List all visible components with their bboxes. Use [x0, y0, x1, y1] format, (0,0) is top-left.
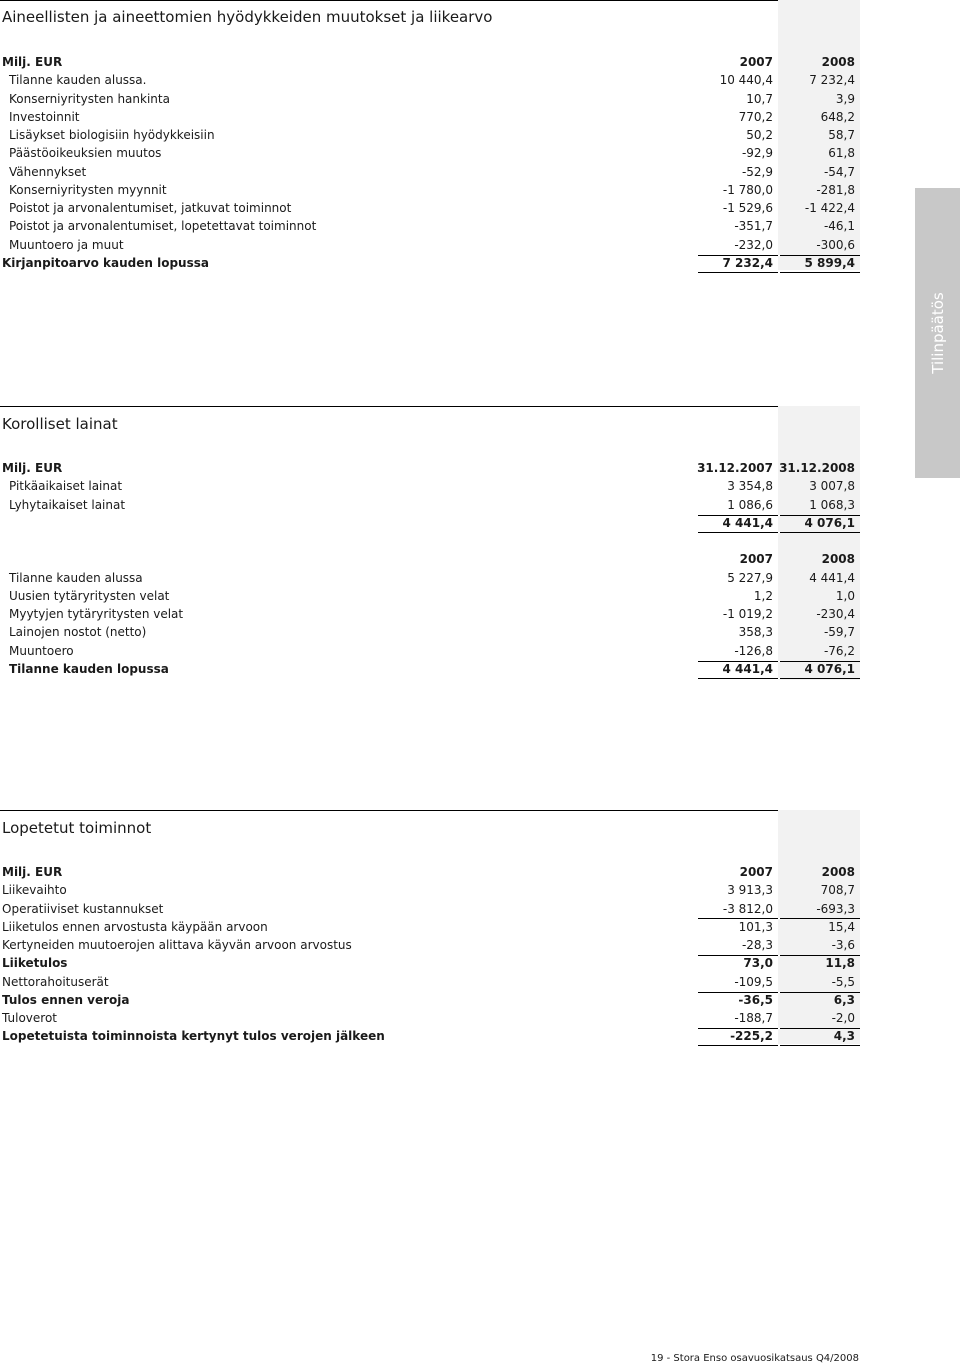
row-value-2007: 3 354,8: [727, 479, 773, 494]
header-label: Milj. EUR: [2, 55, 63, 69]
row-label: Konserniyritysten hankinta: [9, 91, 170, 106]
total-row: [0, 660, 860, 678]
row-top-line: [698, 1028, 860, 1029]
table-row: [0, 1009, 860, 1027]
row-value-2007: 10 440,4: [719, 73, 773, 88]
row-value-2007: 5 227,9: [727, 570, 773, 585]
row-value-2008: 4 441,4: [809, 570, 855, 585]
total-row: [0, 254, 860, 272]
row-value-2007: -232,0: [734, 237, 773, 252]
row-label: Lopetetuista toiminnoista kertynyt tulos verojen jälkeen: [2, 1029, 385, 1044]
row-label: Tuloverot: [2, 1011, 57, 1025]
row-value-2008: -59,7: [823, 625, 855, 640]
row-value-2008: -3,6: [831, 938, 855, 952]
row-value-2008: -46,1: [823, 219, 855, 234]
row-value-2007: 358,3: [738, 625, 773, 640]
table-header-row: [0, 53, 860, 71]
table-header-row: [0, 863, 860, 881]
header-2007: 2007: [739, 55, 773, 69]
table-row: [0, 973, 860, 991]
row-label: Operatiiviset kustannukset: [2, 901, 164, 916]
table-row: [0, 163, 860, 181]
table-row: [0, 181, 860, 199]
row-value-2007: 50,2: [746, 128, 773, 142]
table-row: [0, 496, 860, 514]
row-label: Muuntoero ja muut: [9, 237, 124, 252]
table-row: [0, 126, 860, 144]
row-label: Nettorahoituserät: [2, 974, 109, 989]
row-value-2008: 648,2: [820, 109, 855, 124]
row-label: Muuntoero: [9, 643, 74, 658]
row-label: Poistot ja arvonalentumiset, jatkuvat toiminnot: [9, 201, 292, 215]
table-row: [0, 881, 860, 899]
table-row: [0, 217, 860, 235]
total-bottom-line: [698, 678, 860, 679]
section-top-rule: [0, 810, 860, 811]
row-label: Tilanne kauden alussa: [9, 570, 143, 585]
table-row: [0, 623, 860, 641]
row-label: Konserniyritysten myynnit: [9, 182, 167, 197]
row-label: Uusien tytäryritysten velat: [9, 588, 170, 603]
row-value-2008: 61,8: [828, 146, 855, 161]
row-label: Lyhytaikaiset lainat: [9, 497, 126, 512]
header-label: Milj. EUR: [2, 865, 63, 879]
row-value-2008: 3,9: [835, 91, 855, 106]
total-2007: 4 441,4: [722, 661, 773, 676]
row-label: Päästöoikeuksien muutos: [9, 146, 162, 161]
asset-changes-table: [0, 53, 860, 272]
side-tab-label: Tilinpäätös: [928, 292, 947, 374]
table-row: [0, 108, 860, 126]
table-row: [0, 477, 860, 495]
row-label: Kertyneiden muutoerojen alittava käyvän arvoon arvostus: [2, 938, 352, 952]
total-label: Kirjanpitoarvo kauden lopussa: [2, 255, 209, 270]
table-row: [0, 936, 860, 954]
header-label: Milj. EUR: [2, 461, 63, 475]
row-label: Liikevaihto: [2, 883, 67, 898]
row-value-2008: 6,3: [833, 992, 855, 1007]
row-value-2008: -1 422,4: [804, 201, 855, 215]
row-value-2007: 73,0: [743, 956, 773, 971]
header-2007: 31.12.2007: [697, 461, 773, 475]
section-title: Aineellisten ja aineettomien hyödykkeiden muutokset ja liikearvo: [2, 8, 493, 26]
row-value-2007: -225,2: [730, 1029, 773, 1044]
row-label: Tilanne kauden alussa.: [9, 73, 147, 88]
row-value-2008: -76,2: [823, 643, 855, 658]
row-value-2007: -188,7: [734, 1011, 773, 1025]
table-row: [0, 1027, 860, 1045]
row-label: Pitkäaikaiset lainat: [9, 479, 123, 494]
subtotal-2008: 4 076,1: [804, 515, 855, 530]
row-value-2008: -54,7: [823, 164, 855, 179]
loans-table: [0, 459, 860, 678]
row-value-2007: -1 529,6: [722, 201, 773, 215]
table-row: [0, 569, 860, 587]
discontinued-table: [0, 863, 860, 1046]
row-bottom-line: [698, 1045, 860, 1046]
table-row: [0, 199, 860, 217]
header2-2008: 2008: [821, 552, 855, 567]
total-2007: 7 232,4: [722, 255, 773, 270]
row-value-2008: -230,4: [816, 607, 855, 621]
table-row: [0, 605, 860, 623]
side-tab: [915, 188, 960, 478]
row-label: Liiketulos: [2, 956, 68, 971]
header-2008: 31.12.2008: [779, 461, 855, 475]
subtotal-2007: 4 441,4: [722, 515, 773, 530]
row-label: Lisäykset biologisiin hyödykkeisiin: [9, 128, 215, 142]
row-value-2007: -126,8: [734, 643, 773, 658]
row-value-2007: 770,2: [738, 109, 773, 124]
row-value-2008: 3 007,8: [809, 479, 855, 494]
total-bottom-line: [698, 272, 860, 273]
table-header-row-2: [0, 550, 860, 568]
spacer-row: [0, 532, 860, 550]
header-2008: 2008: [821, 865, 855, 879]
row-value-2007: -52,9: [741, 164, 773, 179]
row-label: Myytyjen tytäryritysten velat: [9, 607, 184, 621]
row-top-line: [698, 955, 860, 956]
total-2008: 5 899,4: [804, 255, 855, 270]
row-value-2007: -1 019,2: [722, 607, 773, 621]
table-row: [0, 991, 860, 1009]
row-value-2007: 101,3: [738, 919, 773, 934]
page-footer: 19 - Stora Enso osavuosikatsaus Q4/2008: [650, 1353, 859, 1364]
row-value-2008: 15,4: [828, 919, 855, 934]
row-value-2007: 3 913,3: [727, 883, 773, 898]
row-label: Investoinnit: [9, 109, 80, 124]
row-label: Vähennykset: [9, 164, 87, 179]
section-discontinued-operations: [0, 810, 860, 1044]
row-label: Poistot ja arvonalentumiset, lopetettavat toiminnot: [9, 219, 317, 234]
table-row: [0, 236, 860, 254]
row-label: Liiketulos ennen arvostusta käypään arvoon: [2, 919, 268, 934]
row-value-2007: -1 780,0: [722, 182, 773, 197]
row-value-2008: 58,7: [828, 128, 855, 142]
row-label: Lainojen nostot (netto): [9, 625, 147, 640]
row-value-2008: -693,3: [816, 901, 855, 916]
subtotal-row: [0, 514, 860, 532]
header-2008: 2008: [821, 55, 855, 69]
header2-2007: 2007: [739, 552, 773, 567]
table-row: [0, 900, 860, 918]
section-top-rule: [0, 406, 860, 407]
row-value-2007: 1 086,6: [727, 497, 773, 512]
table-row: [0, 587, 860, 605]
row-value-2008: -300,6: [816, 237, 855, 252]
table-row: [0, 918, 860, 936]
row-value-2007: 10,7: [746, 91, 773, 106]
table-row: [0, 71, 860, 89]
row-value-2007: 1,2: [753, 588, 773, 603]
row-value-2008: 708,7: [820, 883, 855, 898]
row-value-2008: 4,3: [833, 1029, 855, 1044]
row-top-line: [698, 992, 860, 993]
table-row: [0, 954, 860, 972]
row-value-2007: -109,5: [734, 974, 773, 989]
row-value-2008: -5,5: [831, 974, 855, 989]
row-label: Tulos ennen veroja: [2, 992, 130, 1007]
row-value-2008: 7 232,4: [809, 73, 855, 88]
row-value-2007: -36,5: [738, 992, 773, 1007]
row-value-2007: -351,7: [734, 219, 773, 234]
header-2007: 2007: [739, 865, 773, 879]
row-value-2008: 1,0: [835, 588, 855, 603]
table-row: [0, 642, 860, 660]
row-value-2008: -2,0: [831, 1011, 855, 1025]
section-interest-bearing-loans: [0, 406, 860, 680]
table-row: [0, 144, 860, 162]
total-label: Tilanne kauden lopussa: [9, 661, 169, 676]
section-top-rule: [0, 0, 860, 1]
table-row: [0, 90, 860, 108]
row-value-2008: -281,8: [816, 182, 855, 197]
row-value-2007: -92,9: [741, 146, 773, 161]
row-value-2007: -3 812,0: [722, 901, 773, 916]
row-value-2008: 11,8: [825, 956, 855, 971]
total-2008: 4 076,1: [804, 661, 855, 676]
row-value-2007: -28,3: [741, 938, 773, 952]
section-title: Lopetetut toiminnot: [2, 819, 152, 837]
row-value-2008: 1 068,3: [809, 497, 855, 512]
section-title: Korolliset lainat: [2, 415, 118, 433]
section-asset-changes: [0, 0, 860, 270]
table-header-row: [0, 459, 860, 477]
